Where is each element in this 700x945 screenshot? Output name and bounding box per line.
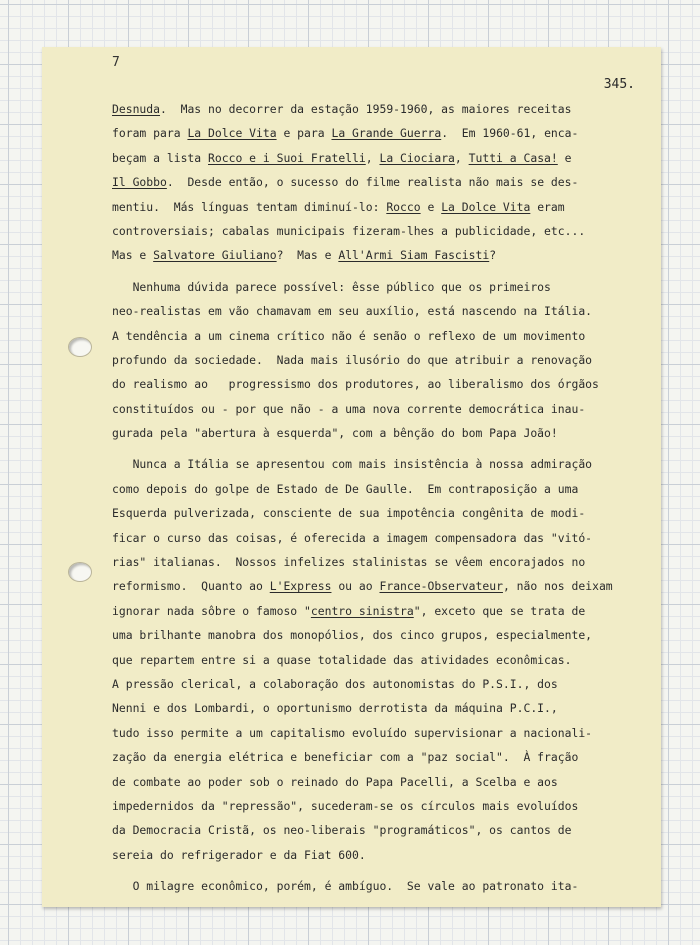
text-segment: . Em 1960-61, enca- — [441, 126, 579, 141]
text-segment: e para — [276, 126, 332, 141]
paragraph-gap — [112, 445, 660, 452]
paragraph — [112, 452, 660, 867]
paragraph — [112, 97, 660, 268]
underlined-title: L'Express — [269, 579, 332, 594]
text-line — [112, 477, 660, 501]
text-line — [112, 299, 660, 323]
text-line — [112, 672, 660, 696]
text-line — [112, 348, 660, 372]
underlined-title: Salvatore Giuliano — [153, 248, 277, 263]
paragraph — [112, 874, 660, 898]
text-segment: Nenhuma dúvida parece possível: êsse público que os primeiros — [112, 279, 551, 294]
text-line — [112, 818, 660, 842]
text-segment: gurada pela "abertura à esquerda", com a bênção do bom Papa João! — [112, 426, 558, 441]
text-segment: , — [365, 150, 380, 165]
text-segment: neo-realistas em vão chamavam em seu auxílio, está nascendo na Itália. — [112, 304, 593, 319]
text-segment: , — [454, 150, 469, 165]
text-segment: sereia do refrigerador e da Fiat 600. — [112, 847, 366, 862]
underlined-title: centro sinistra — [310, 603, 414, 618]
folio-number: 345. — [603, 77, 635, 92]
punch-hole-bottom — [68, 562, 92, 582]
underlined-title: France-Observateur — [379, 579, 503, 594]
underlined-title: All'Armi Siam Fascisti — [338, 248, 490, 263]
underlined-title: La Grande Guerra — [331, 126, 442, 141]
text-line — [112, 874, 660, 898]
text-segment: rias" italianas. Nossos infelizes stalinistas se vêem encorajados no — [112, 555, 586, 570]
text-segment: A tendência a um cinema crítico não é senão o reflexo de um movimento — [112, 328, 586, 343]
text-segment: como depois do golpe de Estado de De Gaulle. Em contraposição a uma — [112, 481, 579, 496]
underlined-title: Tutti a Casa! — [468, 150, 558, 165]
text-line — [112, 219, 660, 243]
text-line — [112, 501, 660, 525]
text-segment: , não nos deixam — [502, 579, 613, 594]
text-segment: e — [420, 199, 442, 214]
underlined-title: La Dolce Vita — [187, 126, 277, 141]
text-line — [112, 195, 660, 219]
text-line — [112, 452, 660, 476]
text-segment: que repartem entre si a quase totalidade das atividades econômicas. — [112, 652, 572, 667]
text-line — [112, 170, 660, 194]
text-segment: O milagre econômico, porém, é ambíguo. Se vale ao patronato ita- — [112, 879, 579, 894]
text-line — [112, 526, 660, 550]
text-segment: do realismo ao progressismo dos produtores, ao liberalismo dos órgãos — [112, 377, 599, 392]
text-line — [112, 599, 660, 623]
underlined-title: La Dolce Vita — [441, 199, 531, 214]
underlined-title: La Ciociara — [379, 150, 455, 165]
text-segment: profundo da sociedade. Nada mais ilusório do que atribuir a renovação — [112, 352, 593, 367]
text-line — [112, 623, 660, 647]
text-line — [112, 574, 660, 598]
body-text — [112, 97, 660, 899]
text-line — [112, 770, 660, 794]
text-segment: de combate ao poder sob o reinado do Papa Pacelli, a Scelba e aos — [112, 774, 558, 789]
text-segment: eram — [530, 199, 565, 214]
text-segment: zação da energia elétrica e beneficiar com a "paz social". À fração — [112, 750, 579, 765]
text-segment: reformismo. Quanto ao — [112, 579, 270, 594]
text-segment: A pressão clerical, a colaboração dos autonomistas do P.S.I., dos — [112, 676, 558, 691]
text-segment: ou ao — [331, 579, 380, 594]
text-line — [112, 97, 660, 121]
text-segment: e — [557, 150, 572, 165]
underlined-title: Desnuda — [112, 102, 161, 116]
text-segment: Nenni e dos Lombardi, o oportunismo derrotista da máquina P.C.I., — [112, 701, 558, 716]
text-segment: uma brilhante manobra dos monopólios, dos cinco grupos, especialmente, — [112, 628, 593, 643]
page-number: 7 — [112, 55, 120, 70]
text-line — [112, 146, 660, 170]
text-line — [112, 745, 660, 769]
text-line — [112, 721, 660, 745]
text-line — [112, 648, 660, 672]
text-line — [112, 397, 660, 421]
text-segment: Esquerda pulverizada, consciente de sua impotência congênita de modi- — [112, 506, 586, 521]
text-segment: . Desde então, o sucesso do filme realista não mais se des- — [166, 175, 579, 190]
text-segment: ? Mas e — [276, 248, 339, 263]
typed-page — [42, 47, 661, 907]
text-segment: da Democracia Cristã, os neo-liberais "programáticos", os cantos de — [112, 823, 572, 838]
text-segment: ignorar nada sôbre o famoso " — [112, 603, 311, 618]
text-segment: . Mas no decorrer da estação 1959-1960, as maiores receitas — [160, 102, 572, 116]
text-segment: ", exceto que se trata de — [413, 603, 586, 618]
paragraph-gap — [112, 268, 660, 275]
paragraph — [112, 275, 660, 446]
text-segment: Nunca a Itália se apresentou com mais insistência à nossa admiração — [112, 457, 593, 472]
underlined-title: Il Gobbo — [112, 175, 167, 190]
text-line — [112, 421, 660, 445]
text-line — [112, 696, 660, 720]
text-segment: beçam a lista — [112, 150, 209, 165]
text-line — [112, 843, 660, 867]
text-line — [112, 794, 660, 818]
text-line — [112, 372, 660, 396]
text-segment: mentiu. Más línguas tentam diminuí-lo: — [112, 199, 387, 214]
text-line — [112, 121, 660, 145]
text-line — [112, 243, 660, 267]
text-line — [112, 550, 660, 574]
text-segment: ? — [489, 248, 497, 263]
text-segment: ficar o curso das coisas, é oferecida a imagem compensadora das "vitó- — [112, 530, 593, 545]
text-segment: tudo isso permite a um capitalismo evoluído supervisionar a nacionali- — [112, 725, 593, 740]
text-segment: Mas e — [112, 248, 154, 263]
text-line — [112, 324, 660, 348]
text-segment: impedernidos da "repressão", sucederam-se os círculos mais evoluídos — [112, 798, 579, 813]
paragraph-gap — [112, 867, 660, 874]
underlined-title: Rocco e i Suoi Fratelli — [208, 150, 366, 165]
text-segment: constituídos ou - por que não - a uma nova corrente democrática inau- — [112, 401, 586, 416]
punch-hole-top — [68, 337, 92, 357]
text-segment: controversiais; cabalas municipais fizeram-lhes a publicidade, etc... — [112, 223, 586, 238]
text-line — [112, 275, 660, 299]
underlined-title: Rocco — [386, 199, 421, 214]
text-segment: foram para — [112, 126, 188, 141]
